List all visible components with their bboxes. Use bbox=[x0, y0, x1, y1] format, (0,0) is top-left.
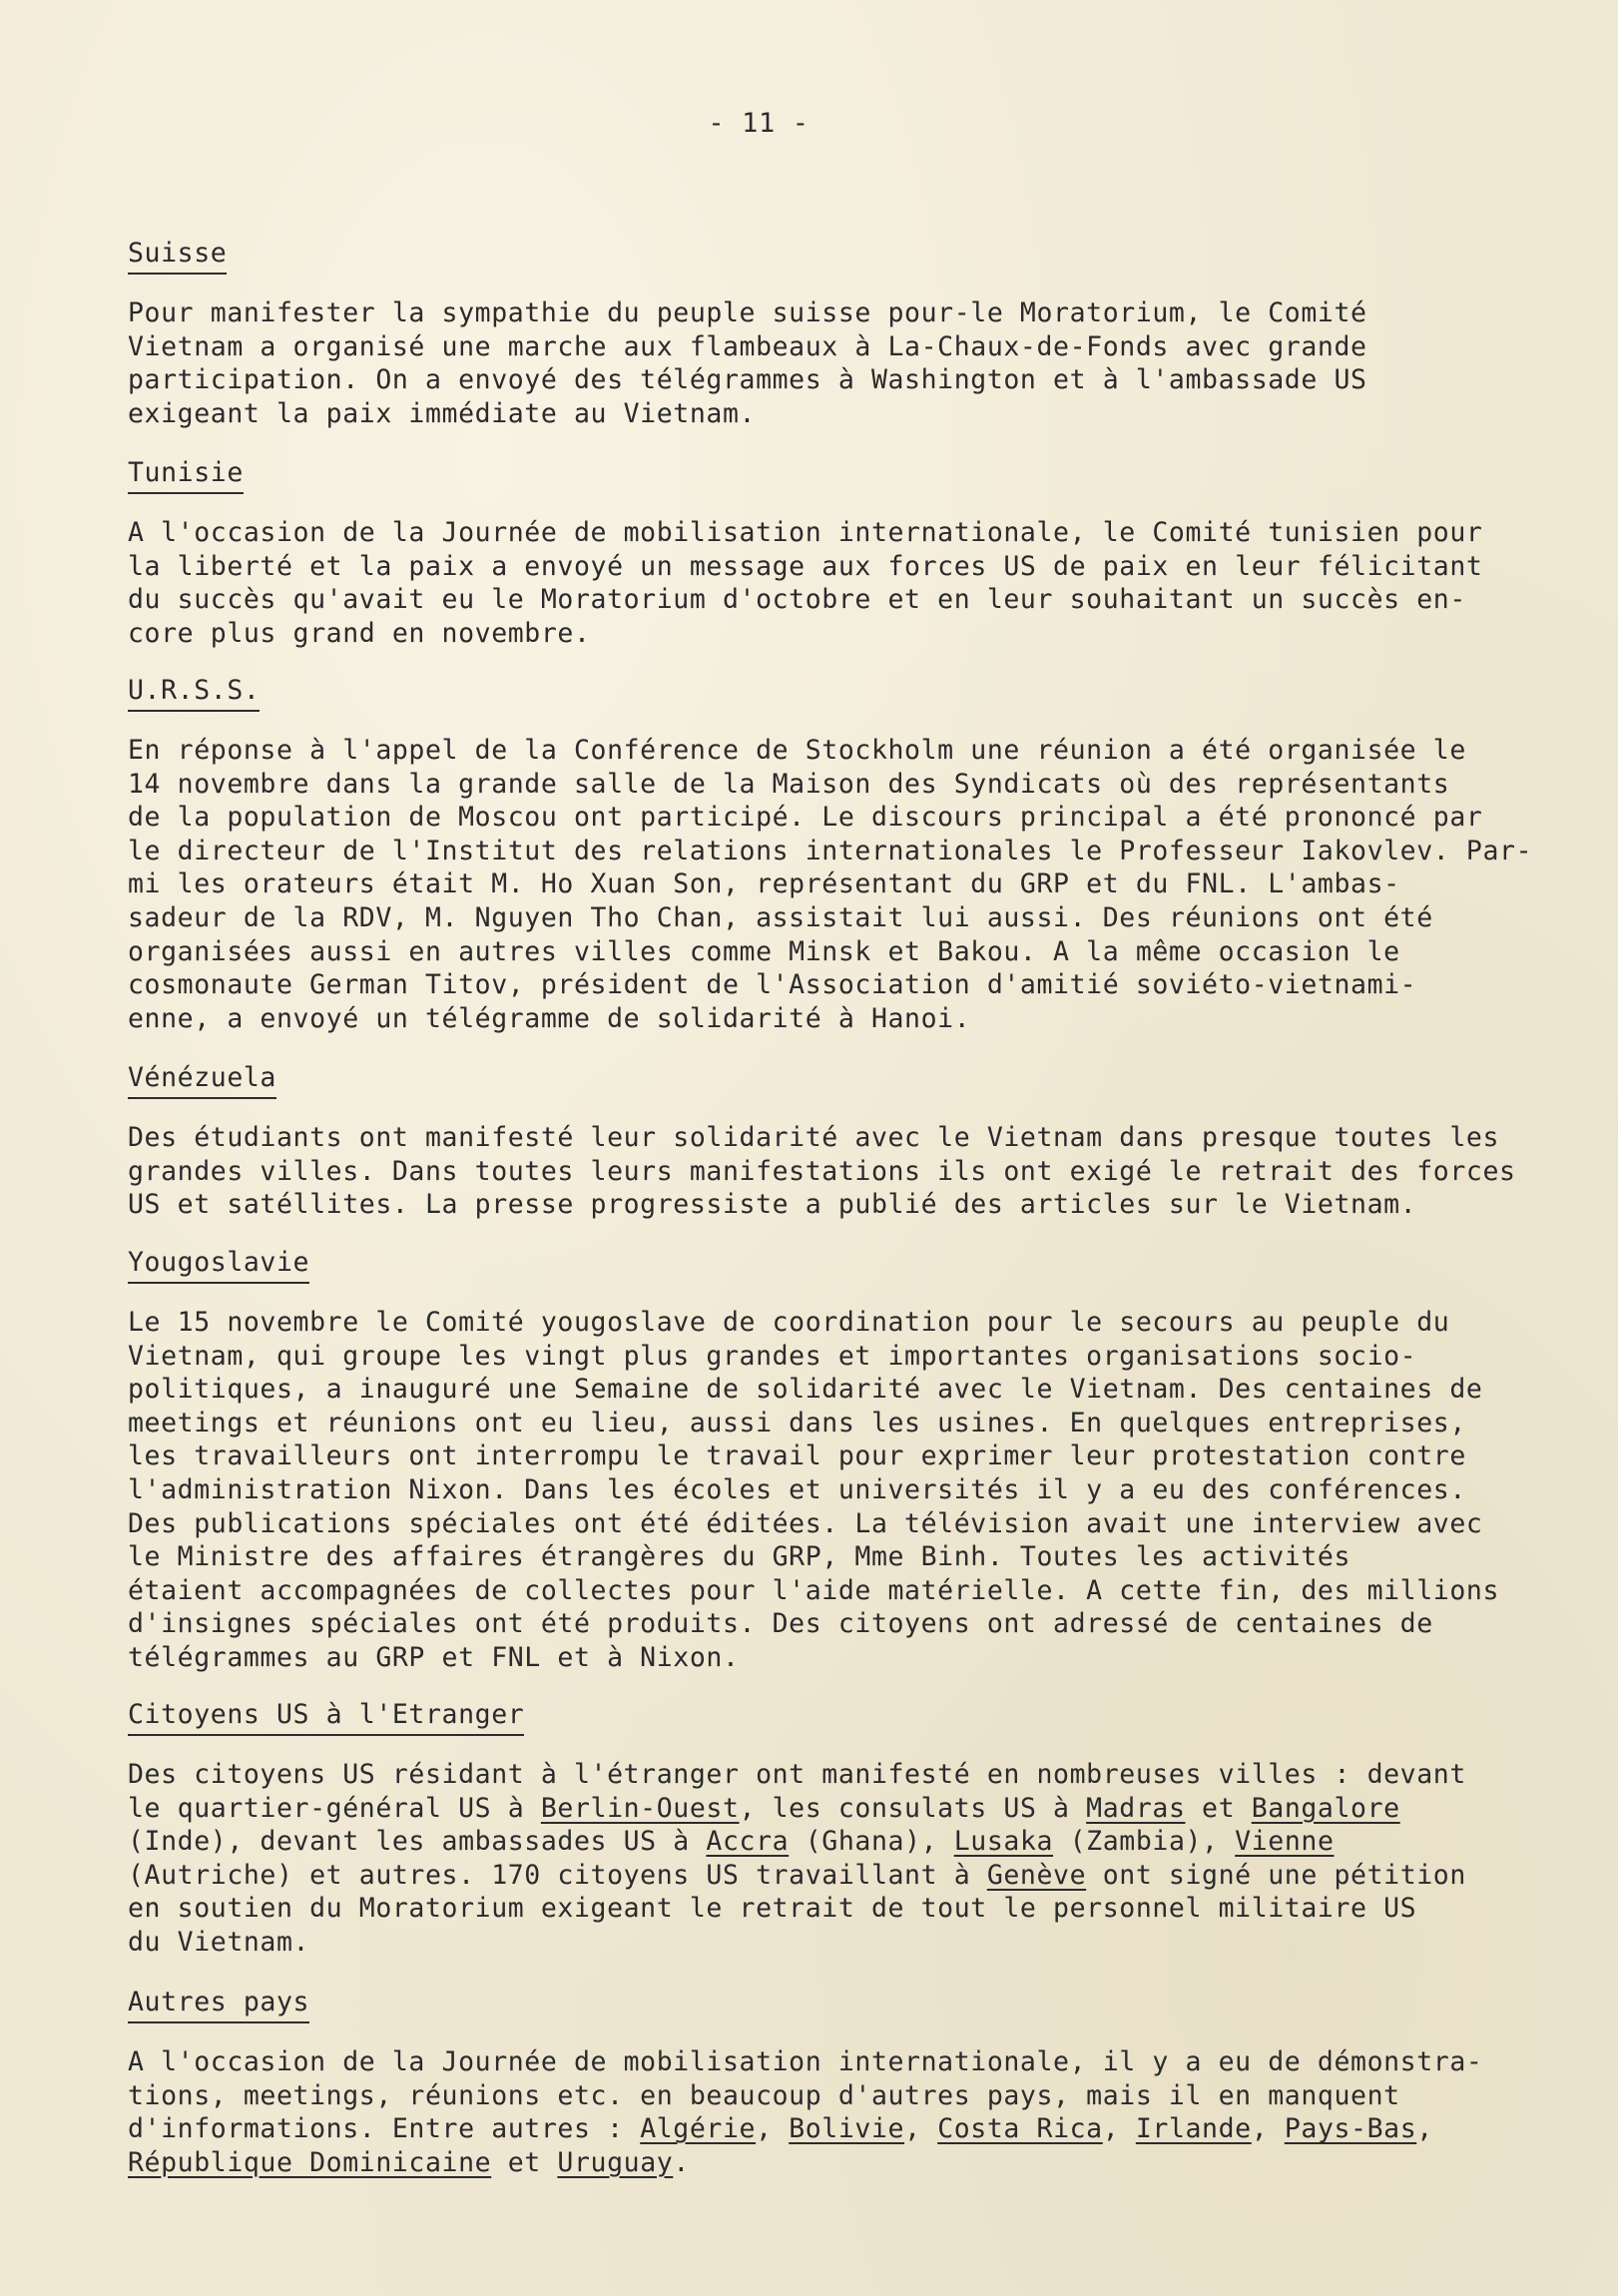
text-line: la liberté et la paix a envoyé un message aux forces US de paix en leur félicitant bbox=[128, 550, 1483, 582]
country-republique-dominicaine: République Dominicaine bbox=[128, 2146, 492, 2178]
text-fragment: ont signé une pétition bbox=[1086, 1859, 1466, 1891]
text-fragment: (Autriche) et autres. 170 citoyens US travaillant à bbox=[128, 1859, 987, 1891]
country-irlande: Irlande bbox=[1135, 2113, 1252, 2145]
section-suisse bbox=[128, 238, 1525, 430]
text-line: core plus grand en novembre. bbox=[128, 617, 591, 649]
country-pays-bas: Pays-Bas bbox=[1284, 2113, 1417, 2145]
text-line: Vietnam a organisé une marche aux flambeaux à La-Chaux-de-Fonds avec grande bbox=[128, 330, 1367, 362]
text-line: mi les orateurs était M. Ho Xuan Son, représentant du GRP et du FNL. L'ambas- bbox=[128, 868, 1400, 900]
text-fragment: d'informations. Entre autres : bbox=[128, 2113, 641, 2145]
text-fragment: (Inde), devant les ambassades US à bbox=[128, 1826, 707, 1858]
text-line: 14 novembre dans la grande salle de la Maison des Syndicats où des représentants bbox=[128, 768, 1450, 800]
page-number: - 11 - bbox=[708, 108, 809, 139]
section-heading: Vénézuela bbox=[128, 1063, 276, 1099]
text-fragment: , les consulats US à bbox=[739, 1792, 1087, 1824]
paragraph bbox=[128, 1121, 1525, 1222]
text-line: du Vietnam. bbox=[128, 1926, 310, 1958]
section-urss bbox=[128, 675, 1533, 1035]
place-vienne: Vienne bbox=[1235, 1826, 1335, 1858]
country-bolivie: Bolivie bbox=[789, 2113, 905, 2145]
text-line: organisées aussi en autres villes comme Minsk et Bakou. A la même occasion le bbox=[128, 935, 1400, 967]
text-line: en soutien du Moratorium exigeant le retrait de tout le personnel militaire US bbox=[128, 1893, 1417, 1925]
text-line: du succès qu'avait eu le Moratorium d'octobre et en leur souhaitant un succès en- bbox=[128, 584, 1466, 616]
text-line: l'administration Nixon. Dans les écoles et universités il y a eu des conférences. bbox=[128, 1473, 1466, 1505]
place-madras: Madras bbox=[1086, 1792, 1186, 1824]
text-fragment: , bbox=[1251, 2113, 1285, 2145]
text-line: meetings et réunions ont eu lieu, aussi dans les usines. En quelques entreprises, bbox=[128, 1407, 1466, 1438]
text-fragment: , bbox=[904, 2113, 938, 2145]
section-autres-pays bbox=[128, 1987, 1525, 2179]
text-line: US et satéllites. La presse progressiste a publié des articles sur le Vietnam. bbox=[128, 1189, 1417, 1221]
text-line: le Ministre des affaires étrangères du GRP, Mme Binh. Toutes les activités bbox=[128, 1541, 1351, 1573]
text-fragment: , bbox=[1416, 2113, 1433, 2145]
text-line: Des étudiants ont manifesté leur solidarité avec le Vietnam dans presque toutes les bbox=[128, 1122, 1500, 1153]
text-line: étaient accompagnées de collectes pour l'aide matérielle. A cette fin, des millions bbox=[128, 1574, 1500, 1606]
text-line: le directeur de l'Institut des relations internationales le Professeur Iakovlev. Par- bbox=[128, 835, 1533, 866]
section-tunisie bbox=[128, 457, 1525, 650]
text-line: enne, a envoyé un télégramme de solidarité à Hanoi. bbox=[128, 1002, 971, 1034]
section-heading: Suisse bbox=[128, 239, 227, 275]
text-fragment: , bbox=[1102, 2113, 1136, 2145]
paragraph bbox=[128, 516, 1525, 650]
country-uruguay: Uruguay bbox=[557, 2146, 674, 2178]
text-line: Vietnam, qui groupe les vingt plus grandes et importantes organisations socio- bbox=[128, 1340, 1417, 1372]
text-line: les travailleurs ont interrompu le travail pour exprimer leur protestation contre bbox=[128, 1440, 1466, 1472]
text-fragment: . bbox=[673, 2146, 690, 2178]
text-line: Des citoyens US résidant à l'étranger ont manifesté en nombreuses villes : devant bbox=[128, 1759, 1466, 1790]
text-line: grandes villes. Dans toutes leurs manifestations ils ont exigé le retrait des forces bbox=[128, 1155, 1516, 1187]
text-line: Des publications spéciales ont été éditées. La télévision avait une interview avec bbox=[128, 1507, 1483, 1539]
paragraph bbox=[128, 1758, 1525, 1960]
text-line: sadeur de la RDV, M. Nguyen Tho Chan, assistait lui aussi. Des réunions ont été bbox=[128, 901, 1433, 933]
text-line: exigeant la paix immédiate au Vietnam. bbox=[128, 397, 757, 429]
country-costa-rica: Costa Rica bbox=[937, 2113, 1103, 2145]
text-fragment: et bbox=[1185, 1792, 1252, 1824]
text-line: tions, meetings, réunions etc. en beaucoup d'autres pays, mais il en manquent bbox=[128, 2079, 1400, 2111]
text-line: de la population de Moscou ont participé. Le discours principal a été prononcé par bbox=[128, 802, 1483, 834]
section-heading: Autres pays bbox=[128, 1988, 309, 2023]
text-line: participation. On a envoyé des télégrammes à Washington et à l'ambassade US bbox=[128, 364, 1367, 396]
section-heading: Yougoslavie bbox=[128, 1248, 309, 1284]
paragraph bbox=[128, 296, 1525, 430]
section-heading: U.R.S.S. bbox=[128, 676, 260, 712]
text-line: A l'occasion de la Journée de mobilisation internationale, il y a eu de démonstra- bbox=[128, 2046, 1483, 2077]
text-line: En réponse à l'appel de la Conférence de Stockholm une réunion a été organisée le bbox=[128, 735, 1466, 766]
text-fragment: et bbox=[491, 2146, 558, 2178]
section-heading: Citoyens US à l'Etranger bbox=[128, 1700, 524, 1736]
text-fragment: (Zambia), bbox=[1053, 1826, 1236, 1858]
text-line: cosmonaute German Titov, président de l'Association d'amitié soviéto-vietnami- bbox=[128, 969, 1417, 1001]
text-line: d'insignes spéciales ont été produits. Des citoyens ont adressé de centaines de bbox=[128, 1608, 1433, 1640]
text-line: politiques, a inauguré une Semaine de solidarité avec le Vietnam. Des centaines de bbox=[128, 1374, 1483, 1406]
text-fragment: , bbox=[756, 2113, 790, 2145]
paragraph bbox=[128, 1306, 1525, 1675]
text-line: Pour manifester la sympathie du peuple suisse pour-le Moratorium, le Comité bbox=[128, 297, 1367, 328]
place-lusaka: Lusaka bbox=[953, 1826, 1054, 1858]
section-yougoslavie bbox=[128, 1247, 1525, 1675]
text-fragment: le quartier-général US à bbox=[128, 1792, 541, 1824]
paragraph bbox=[128, 2045, 1525, 2179]
section-heading: Tunisie bbox=[128, 458, 244, 494]
paragraph bbox=[128, 734, 1533, 1035]
place-bangalore: Bangalore bbox=[1251, 1792, 1400, 1824]
text-line: Le 15 novembre le Comité yougoslave de coordination pour le secours au peuple du bbox=[128, 1307, 1450, 1338]
section-citoyens-us bbox=[128, 1699, 1525, 1960]
place-berlin-ouest: Berlin-Ouest bbox=[540, 1792, 740, 1824]
country-algerie: Algérie bbox=[640, 2113, 757, 2145]
place-accra: Accra bbox=[706, 1826, 790, 1858]
place-geneve: Genève bbox=[986, 1859, 1087, 1891]
text-fragment: (Ghana), bbox=[789, 1826, 954, 1858]
section-venezuela bbox=[128, 1062, 1525, 1222]
text-line: A l'occasion de la Journée de mobilisation internationale, le Comité tunisien pour bbox=[128, 517, 1483, 548]
text-line: télégrammes au GRP et FNL et à Nixon. bbox=[128, 1641, 740, 1673]
